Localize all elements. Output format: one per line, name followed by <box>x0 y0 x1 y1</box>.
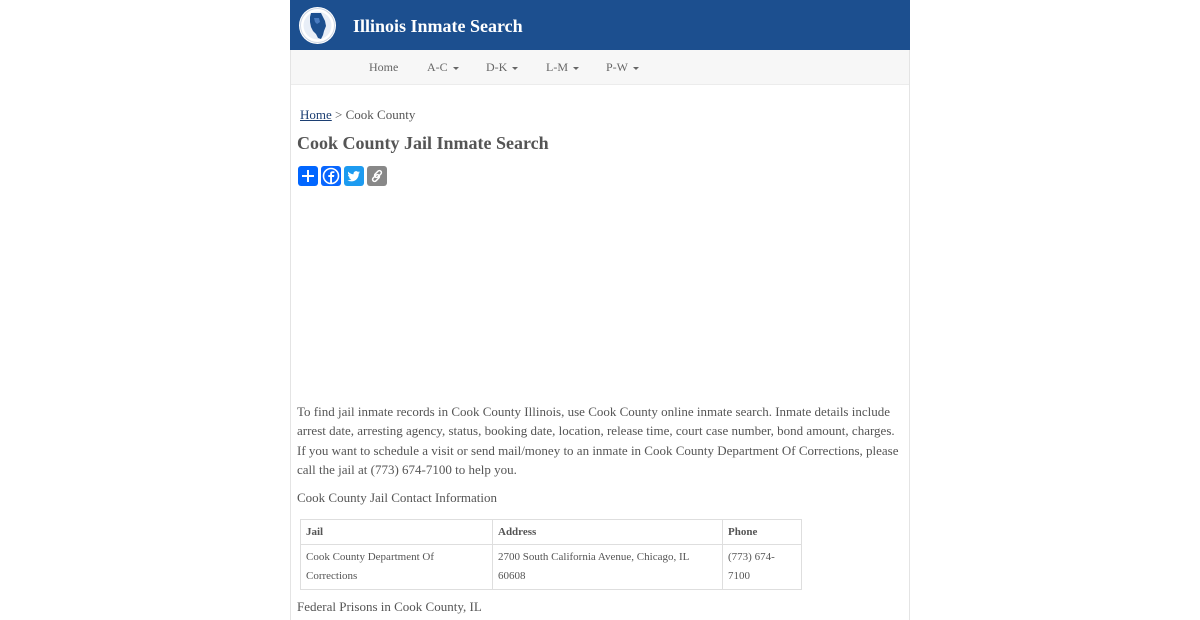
address-cell: 2700 South California Avenue, Chicago, IL 60608 <box>493 545 723 590</box>
contact-heading: Cook County Jail Contact Information <box>297 490 498 505</box>
site-title[interactable]: Illinois Inmate Search <box>353 16 523 36</box>
twitter-icon[interactable] <box>344 166 364 186</box>
share-plus-icon[interactable] <box>298 166 318 186</box>
contact-table <box>300 519 802 590</box>
nav-a-c-label: A-C <box>427 60 448 74</box>
breadcrumb-separator: > <box>331 107 346 122</box>
site-header <box>290 0 910 50</box>
caret-down-icon <box>453 67 459 70</box>
column-header-phone: Phone <box>723 520 802 545</box>
federal-prisons-heading: Federal Prisons in Cook County, IL <box>297 599 482 614</box>
facebook-icon[interactable] <box>321 166 341 186</box>
jail-name-cell: Cook County Department Of Corrections <box>301 545 493 590</box>
illinois-state-seal-icon[interactable] <box>299 7 336 44</box>
phone-cell: (773) 674-7100 <box>723 545 802 590</box>
nav-dropdown-a-c[interactable] <box>427 50 459 84</box>
caret-down-icon <box>573 67 579 70</box>
intro-paragraph: To find jail inmate records in Cook County Illinois, use Cook County online inmate search. Inmate details include arrest date, arresting agency, status, booking date, location, release time, court case number, bond amount, charges. If you want to schedule a visit or send mail/money to an inmate in Cook County Department Of Corrections, please call the jail at (773) 674-7100 to help you. <box>297 404 899 477</box>
nav-dropdown-d-k[interactable] <box>486 50 518 84</box>
table-row <box>301 545 802 590</box>
nav-p-w-label: P-W <box>606 60 628 74</box>
nav-home-label: Home <box>369 60 399 74</box>
caret-down-icon <box>633 67 639 70</box>
page-title: Cook County Jail Inmate Search <box>297 133 549 153</box>
column-header-address: Address <box>493 520 723 545</box>
breadcrumb-home-link[interactable]: Home <box>300 107 332 122</box>
nav-home[interactable] <box>369 50 398 84</box>
breadcrumb-current: Cook County <box>345 107 416 122</box>
copy-link-icon[interactable] <box>367 166 387 186</box>
nav-dropdown-l-m[interactable] <box>546 50 579 84</box>
nav-dropdown-p-w[interactable] <box>606 50 639 84</box>
page-container <box>290 0 910 620</box>
breadcrumb <box>300 107 415 123</box>
main-navbar <box>291 50 909 85</box>
caret-down-icon <box>512 67 518 70</box>
nav-d-k-label: D-K <box>486 60 508 74</box>
column-header-jail: Jail <box>301 520 493 545</box>
nav-l-m-label: L-M <box>546 60 568 74</box>
table-header-row <box>301 520 802 545</box>
